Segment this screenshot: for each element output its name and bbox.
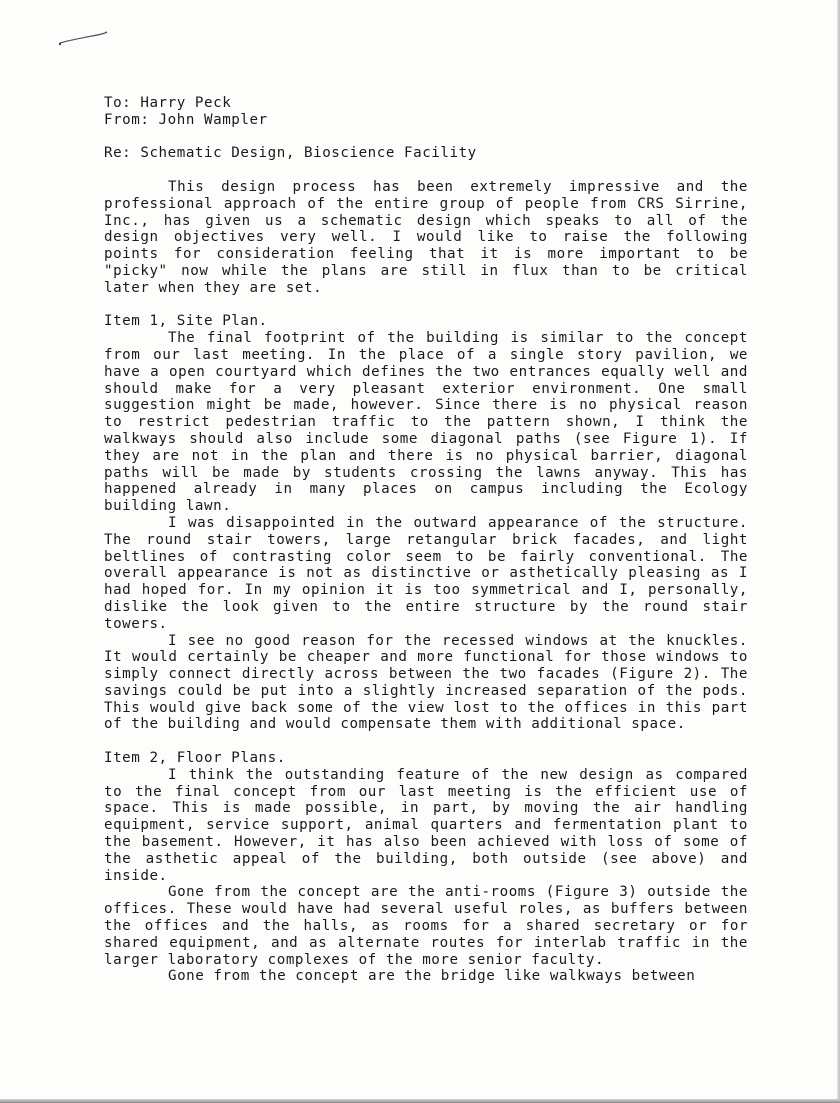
- item1-title: Item 1, Site Plan.: [104, 313, 268, 330]
- memo-from: From: John Wampler: [104, 111, 268, 128]
- item1-paragraph-3: I see no good reason for the recessed windows at the knuckles. It would certainly be cheaper and more functional for those windows to simply connect directly across between the two facades (Figure 2). The savings could be put into a slightly increased separation of the pods. This would give back some of the view lost to the offices in this part of the building and would compensate them with additional space.: [104, 632, 748, 733]
- item2-title: Item 2, Floor Plans.: [104, 750, 286, 767]
- spacer: [104, 129, 748, 146]
- memo-subject: Re: Schematic Design, Bioscience Facility: [104, 145, 477, 162]
- stray-pen-mark: [58, 30, 110, 46]
- memo-to: To: Harry Peck: [104, 95, 232, 111]
- item2-paragraph-1: I think the outstanding feature of the new design as compared to the final concept from our last meeting is the efficient use of space. This is made possible, in part, by moving the air handling equipment, service support, animal quarters and fermentation plant to the basement. However, it has also been achieved with loss of some of the asthetic appeal of the building, both outside (see above) and inside.: [104, 766, 748, 884]
- spacer: [104, 162, 748, 179]
- spacer: [104, 733, 748, 750]
- intro-paragraph: This design process has been extremely impressive and the professional approach of the entire group of people from CRS Sirrine, Inc., has given us a schematic design which speaks to all of the design objectives very well. I would like to raise the following points for consideration feeling that it is more important to be "picky" now while the plans are still in flux than to be critical later when they are set.: [104, 178, 748, 296]
- memo-body: [104, 95, 748, 985]
- item2-paragraph-3: Gone from the concept are the bridge like walkways between: [168, 968, 696, 985]
- item2-paragraph-2: Gone from the concept are the anti-rooms (Figure 3) outside the offices. These would have had several useful roles, as buffers between the offices and the halls, as rooms for a shared secretary or for shared equipment, and as alternate routes for interlab traffic in the larger laboratory complexes of the more senior faculty.: [104, 884, 748, 968]
- page-bottom-edge: [0, 1099, 840, 1103]
- spacer: [104, 297, 748, 314]
- item1-paragraph-2: I was disappointed in the outward appearance of the structure. The round stair towers, large retangular brick facades, and light beltlines of contrasting color seem to be fairly conventional. The overall appearance is not as distinctive or asthetically pleasing as I had hoped for. In my opinion it is too symmetrical and I, personally, dislike the look given to the entire structure by the round stair towers.: [104, 514, 748, 632]
- item1-paragraph-1: The final footprint of the building is similar to the concept from our last meeting. In the place of a single story pavilion, we have a open courtyard which defines the two entrances equally well and should make for a very pleasant exterior environment. One small suggestion might be made, however. Since there is no physical reason to restrict pedestrian traffic to the pattern shown, I think the walkways should also include some diagonal paths (see Figure 1). If they are not in the plan and there is no physical barrier, diagonal paths will be made by students crossing the lawns anyway. This has happened already in many places on campus including the Ecology building lawn.: [104, 330, 748, 515]
